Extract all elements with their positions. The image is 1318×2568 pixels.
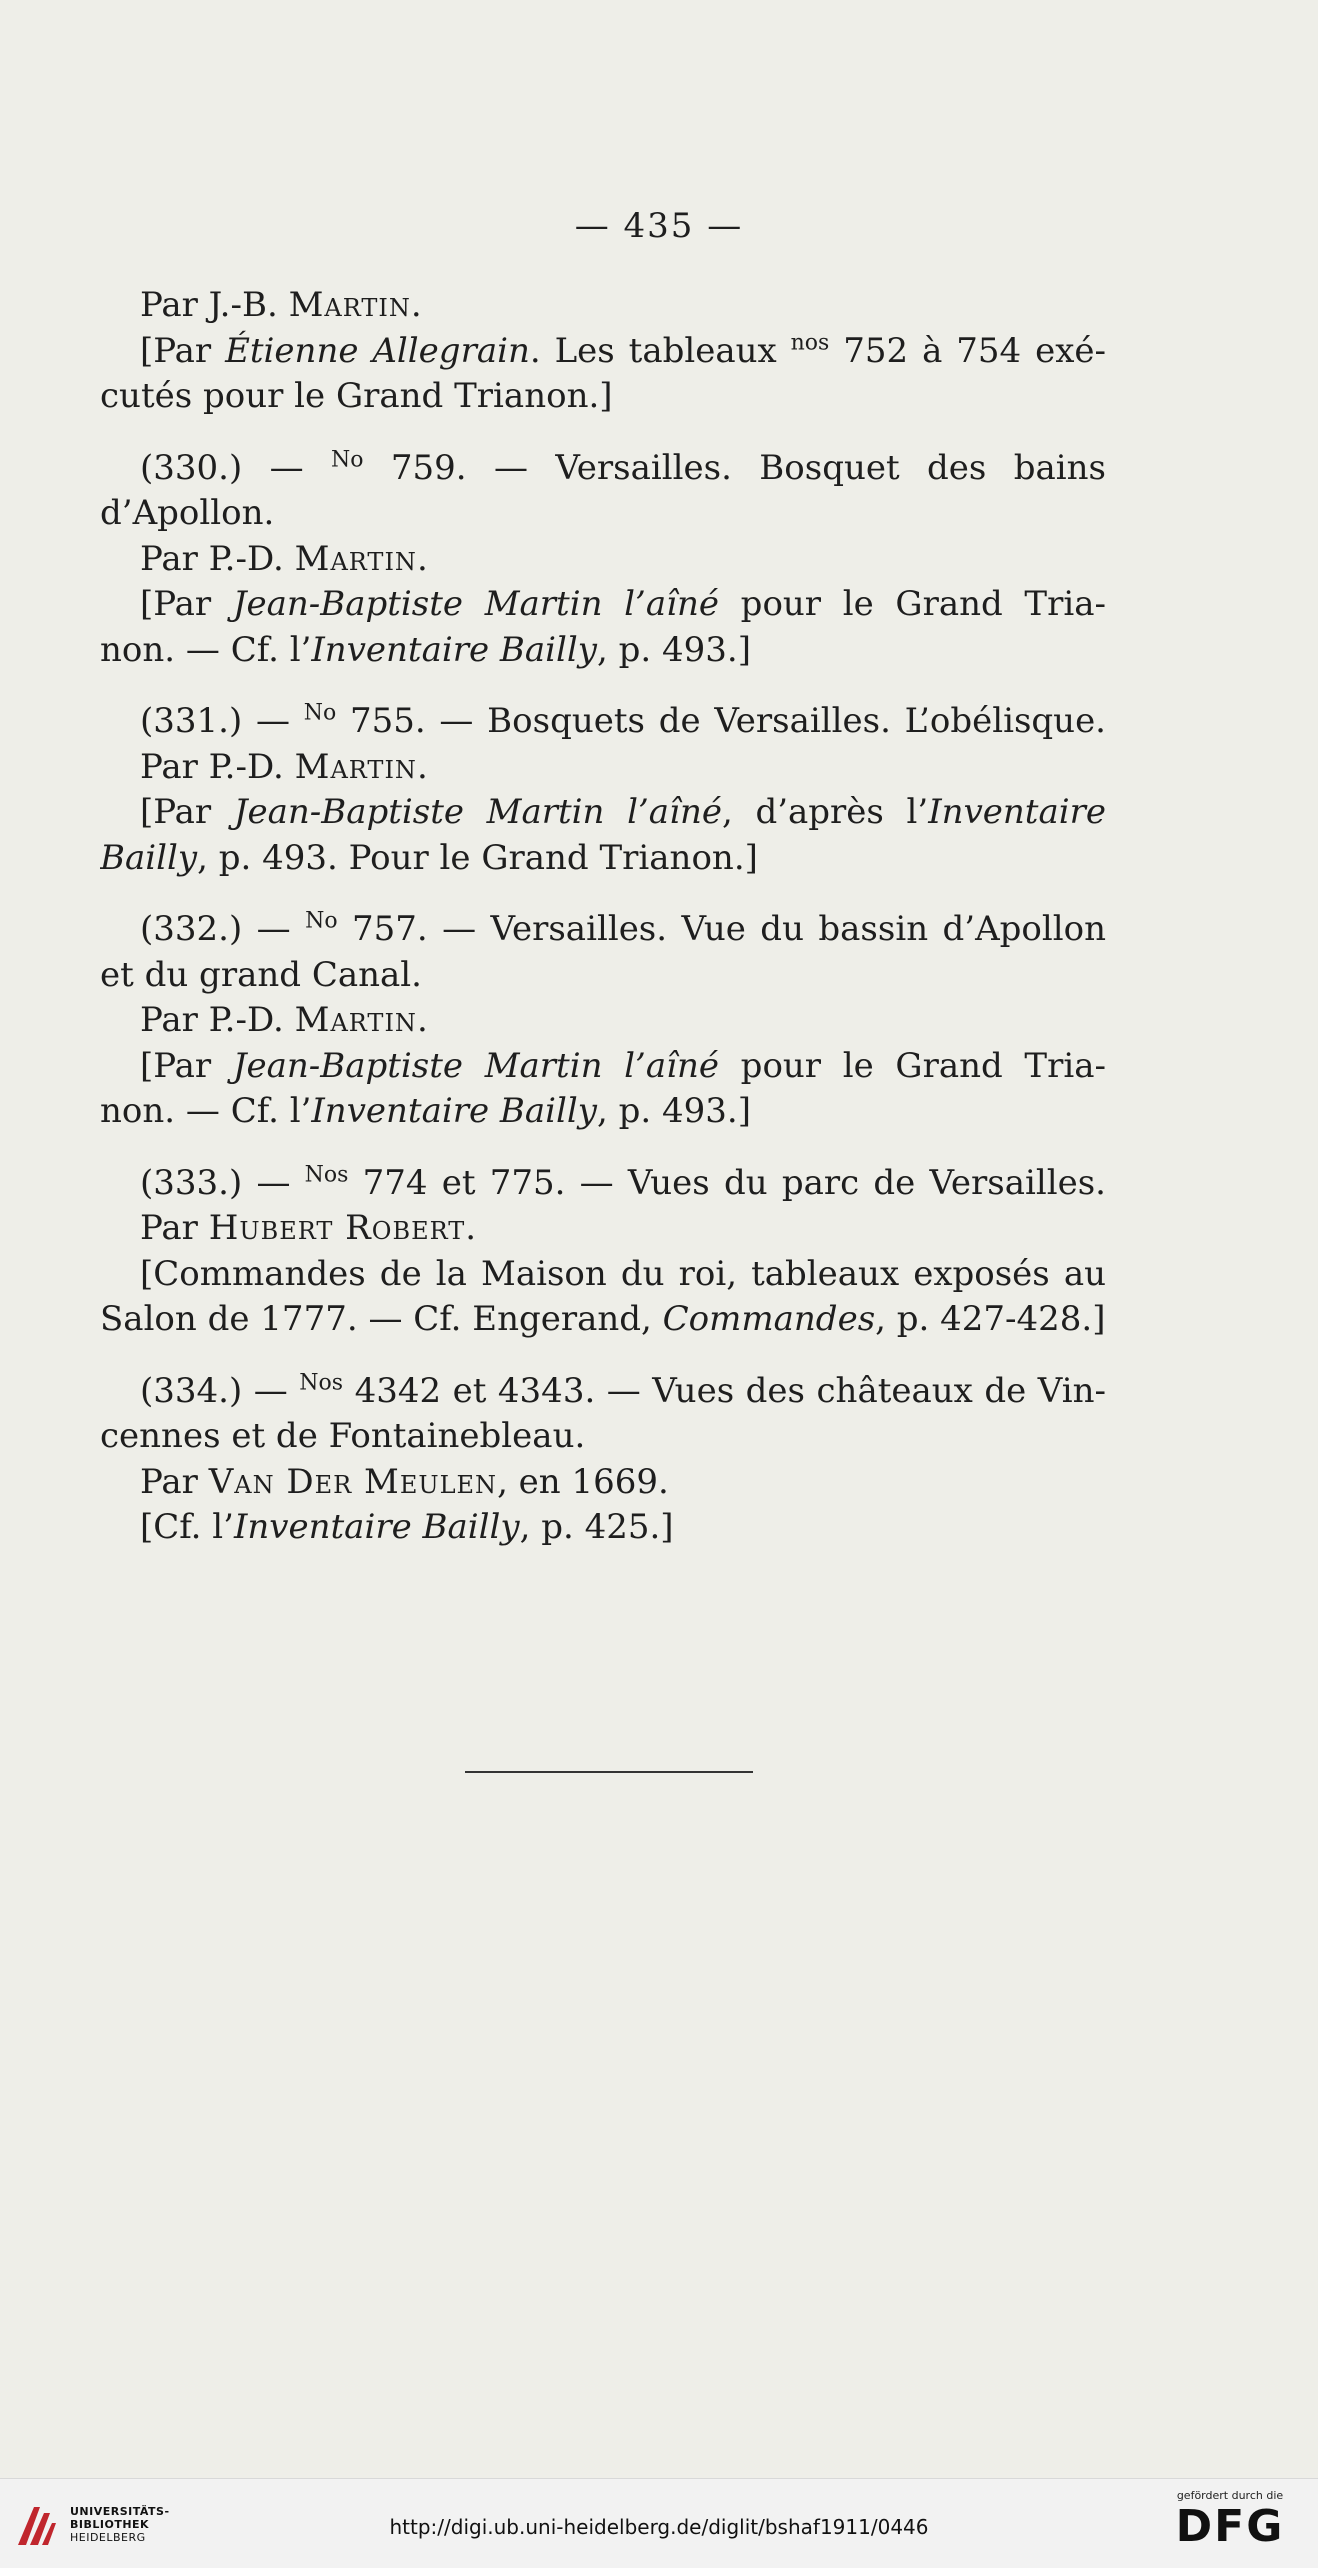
text-span: Par [140, 1208, 209, 1248]
italic-span: Inventaire Bailly [311, 1091, 598, 1131]
text-span: 757. — Versailles. Vue du bassin d’Apollon [337, 909, 1106, 949]
text-span: , p. 425.] [519, 1507, 674, 1547]
text-span: et du grand Canal. [100, 954, 422, 995]
small-caps-name: Martin [294, 538, 417, 579]
text-span: 755. — Bosquets de Versailles. L’obélisque. [336, 701, 1106, 741]
entry-line [100, 1089, 1106, 1135]
entry-line [100, 836, 1106, 882]
entry-line [100, 1414, 1106, 1460]
italic-span: Bailly [100, 837, 198, 878]
text-span: Par P.-D. [140, 538, 295, 579]
number-abbrev-sup: Nos [299, 1370, 344, 1396]
text-span: non. — Cf. l’ [100, 1091, 312, 1131]
text-span: (333.) — [140, 1162, 305, 1203]
entry-line [100, 1297, 1106, 1343]
text-span: cennes et de Fontainebleau. [100, 1416, 586, 1456]
text-span: [Cf. l’ [140, 1507, 234, 1547]
text-span: Salon de 1777. — Cf. Engerand, [100, 1299, 663, 1339]
entry-line [100, 1044, 1106, 1090]
number-abbrev-sup: Nos [304, 1162, 349, 1188]
text-span: . [416, 1000, 428, 1040]
text-span: Par P.-D. [140, 746, 295, 787]
entry-line [100, 998, 1106, 1044]
italic-span: Étienne Allegrain [225, 330, 530, 371]
italic-span: Jean-Baptiste Martin l’aîné [232, 1045, 719, 1086]
italic-span: Commandes [662, 1299, 876, 1339]
funder-block [1160, 2489, 1300, 2552]
text-span: . [416, 746, 428, 787]
text-span: Par J.-B. [140, 285, 289, 325]
library-name-line: UNIVERSITÄTS- [70, 2505, 170, 2518]
italic-span: Jean-Baptiste Martin l’aîné [232, 584, 719, 624]
text-span: [Par [140, 1045, 233, 1086]
catalogue-entries [100, 283, 1106, 1551]
text-span: Par [140, 1461, 209, 1502]
text-span: Par P.-D. [140, 1000, 295, 1040]
text-span: [Par [140, 330, 226, 371]
text-span: , en 1669. [497, 1461, 669, 1502]
entry-line [100, 907, 1106, 953]
text-span: , p. 493.] [597, 1091, 751, 1131]
small-caps-name: Hubert Robert [208, 1208, 466, 1248]
entry-line [100, 745, 1106, 791]
entry-line [100, 1460, 1106, 1506]
text-span: d’Apollon. [100, 493, 275, 533]
text-span: . [410, 285, 422, 325]
number-abbrev-sup: No [331, 447, 364, 473]
number-abbrev-sup: No [305, 908, 338, 934]
text-span: , d’après l’ [721, 792, 929, 832]
digitization-footer [0, 2478, 1318, 2568]
permalink-url[interactable]: http://digi.ub.uni-heidelberg.de/diglit/bshaf1911/0446 [389, 2515, 929, 2539]
entry-line [100, 582, 1106, 628]
library-name-line: BIBLIOTHEK [70, 2518, 150, 2531]
text-span: [Commandes de la Maison du roi, tableaux exposés au [140, 1253, 1106, 1294]
number-abbrev-sup: No [303, 700, 337, 726]
text-span: (334.) — [140, 1370, 300, 1411]
entry-line [100, 1252, 1106, 1298]
text-span: , p. 493.] [597, 629, 751, 670]
text-span: 759. — Versailles. Bosquet des bains [363, 447, 1106, 488]
text-span: , p. 427-428.] [875, 1299, 1106, 1339]
text-span: 4342 et 4343. — Vues des châteaux de Vin- [343, 1370, 1106, 1411]
small-caps-name: Martin [294, 746, 417, 787]
section-rule [465, 1771, 753, 1773]
italic-span: Inventaire Bailly [311, 629, 598, 670]
funder-note: gefördert durch die [1176, 2489, 1284, 2502]
text-span: . Les tableaux [529, 330, 791, 371]
italic-span: Inventaire Bailly [233, 1507, 520, 1547]
italic-span: Jean-Baptiste Martin l’aîné [233, 792, 722, 832]
italic-span: Inventaire [928, 792, 1106, 832]
entry-line [100, 953, 1106, 999]
text-span: [Par [140, 584, 233, 624]
text-span: 752 à 754 exé- [829, 330, 1106, 371]
entry-line [100, 628, 1106, 674]
text-span: pour le Grand Tria- [719, 584, 1106, 624]
library-name-line: HEIDELBERG [70, 2531, 146, 2544]
text-span: 774 et 775. — Vues du parc de Versailles. [348, 1162, 1106, 1203]
entry-line [100, 491, 1106, 537]
entry-line [100, 329, 1106, 375]
entry-line [100, 1505, 1106, 1551]
small-caps-name: Martin [294, 1000, 417, 1040]
text-span: (332.) — [140, 909, 306, 949]
small-caps-name: Van Der Meulen [208, 1461, 498, 1502]
entry-line [100, 446, 1106, 492]
entry-line [100, 790, 1106, 836]
text-span: (331.) — [140, 701, 304, 741]
entry-line [100, 374, 1106, 420]
text-span: , p. 493. Pour le Grand Trianon.] [197, 837, 758, 878]
number-abbrev-sup: nos [790, 330, 830, 356]
small-caps-name: Martin [288, 285, 411, 325]
entry-line [100, 1161, 1106, 1207]
page-number: — 435 — [574, 206, 744, 246]
entry-line [100, 699, 1106, 745]
text-span: . [416, 538, 428, 579]
entry-line [100, 1206, 1106, 1252]
entry-line [100, 1369, 1106, 1415]
text-span: [Par [140, 792, 234, 832]
text-span: non. — Cf. l’ [100, 629, 312, 670]
text-span: . [465, 1208, 477, 1248]
entry-line [100, 283, 1106, 329]
entry-line [100, 537, 1106, 583]
dfg-logo: DFG [1175, 2501, 1285, 2552]
text-span: (330.) — [140, 447, 332, 488]
text-span: pour le Grand Tria- [719, 1045, 1106, 1086]
text-span: cutés pour le Grand Trianon.] [100, 376, 613, 416]
